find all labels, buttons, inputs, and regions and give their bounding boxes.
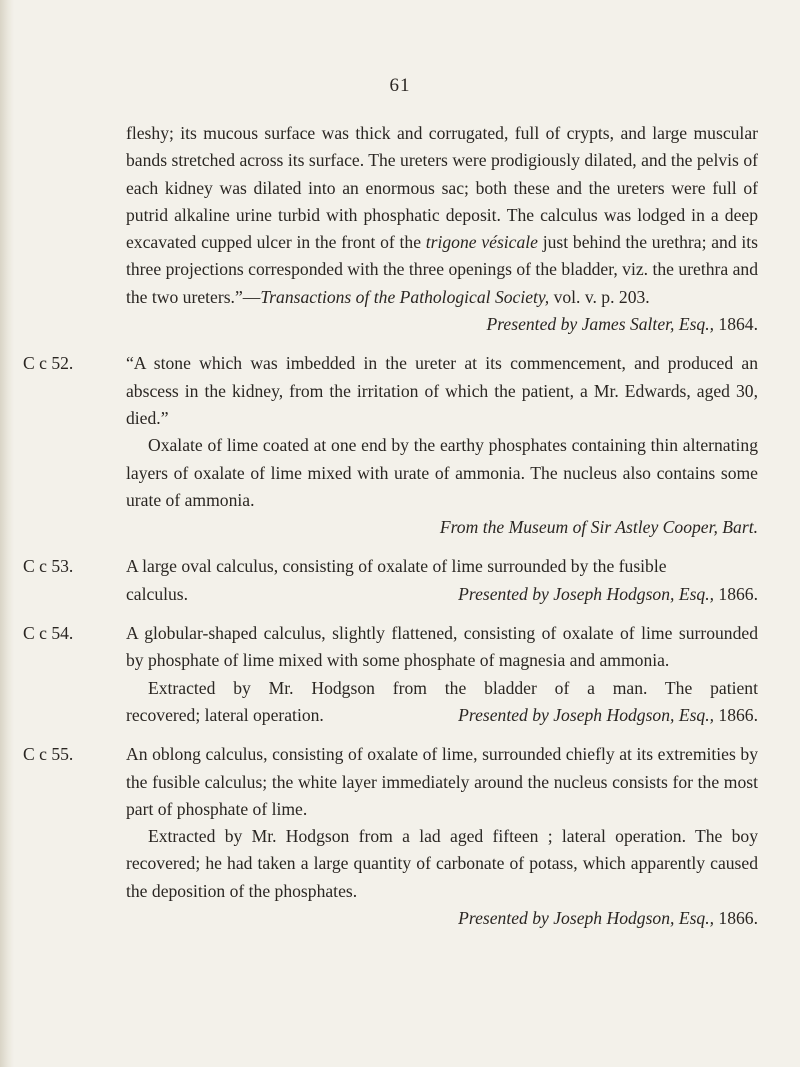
page-body [23,120,758,932]
credit-text: Presented by Joseph Hodgson, Esq., [458,583,715,604]
credit-line [458,581,758,608]
catalogue-entry [23,553,758,608]
credit-year: 1866. [714,583,758,604]
entry-paragraph: A globular-shaped calculus, slightly flattened, consisting of oxalate of lime surrounded by phosphate of lime mixed with some phosphate of magnesia and ammonia. [126,623,758,671]
credit-year: 1866. [714,908,758,929]
continuation-text-cont: just behind the urethra; and its three projections corresponded with the three openings of the bladder, viz. the urethra and the two ureters.”— [126,232,758,307]
credit-line: From the Museum of Sir Astley Cooper, Bart. [439,517,758,538]
catalogue-entry [23,350,758,541]
credit-line [458,702,758,729]
entry-paragraph: Oxalate of lime coated at one end by the earthy phosphates containing thin alternating layers of oxalate of lime mixed with urate of ammonia. The nucleus also contains some urate of ammonia. [126,435,758,510]
entry-number: C c 53. [23,556,74,577]
credit-year: 1866. [714,704,758,725]
continuation-paragraph [126,120,758,311]
entry-paragraph: A large oval calculus, consisting of oxalate of lime surrounded by the fusible [126,556,667,577]
italic-term: trigone vésicale [425,232,538,253]
entry-last-line [126,702,758,729]
entry-paragraph: “A stone which was imbedded in the ureter at its commencement, and produced an abscess in the kidney, from the irritation of which the patient, a Mr. Edwards, aged 30, died.” [126,353,758,428]
reference-title: Transactions of the Pathological Society, [260,286,550,307]
entry-paragraph: An oblong calculus, consisting of oxalate of lime, surrounded chiefly at its extremities by the fusible calculus; the white layer immediately around the nucleus consists for the most part of phosphate of lime. [126,744,758,819]
page-number: 61 [389,75,411,96]
entry-text: calculus. [126,583,189,604]
credit-year: 1864. [714,314,758,335]
credit-line [126,311,758,338]
entry-paragraph: Extracted by Mr. Hodgson from the bladder of a man. The patient [148,677,758,698]
credit-text: Presented by Joseph Hodgson, Esq., [458,704,715,725]
credit-text: Presented by James Salter, Esq., [486,314,715,335]
catalogue-entry [23,620,758,729]
entry-number: C c 54. [23,623,74,644]
continuation-text: fleshy; its mucous surface was thick and corrugated, full of crypts, and large muscular bands stretched across its surface. The ureters were prodigiously dilated, and the pelvis of each kidney was dilated into an enormous sac; both these and the ureters were full of putrid alkaline urine turbid with phosphatic deposit. The calculus was lodged in a deep excavated cupped ulcer in the front of the [126,123,758,253]
entry-text: recovered; lateral operation. [126,704,324,725]
catalogue-entry [23,741,758,932]
reference-detail: vol. v. p. 203. [549,286,650,307]
page-binding-edge [0,0,14,1067]
entry-number: C c 55. [23,744,74,765]
entry-last-line [126,581,758,608]
entry-number: C c 52. [23,353,74,374]
credit-line [126,905,758,932]
entry-paragraph: Extracted by Mr. Hodgson from a lad aged fifteen ; lateral operation. The boy recovered; he had taken a large quantity of carbonate of potass, which apparently caused the deposition of the phosphates. [126,826,758,901]
credit-text: Presented by Joseph Hodgson, Esq., [458,908,715,929]
